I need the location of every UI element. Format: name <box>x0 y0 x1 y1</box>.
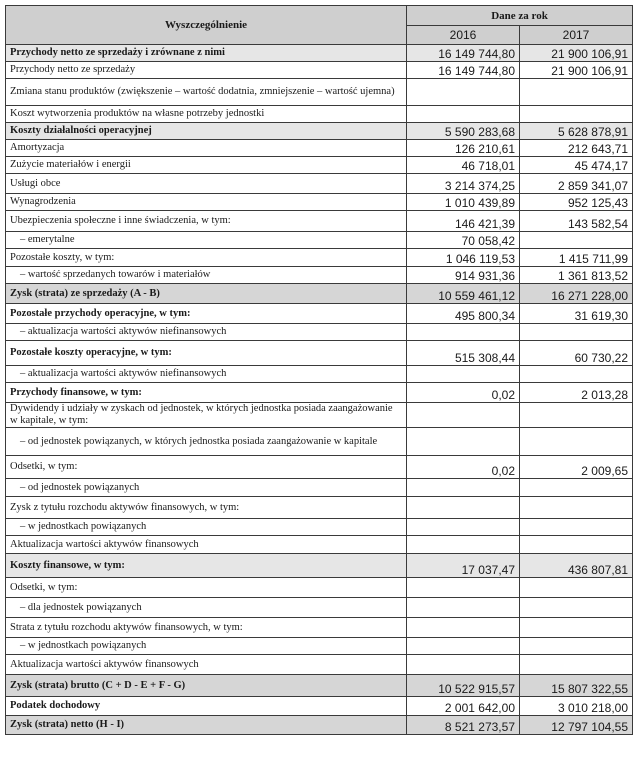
value-2017 <box>520 479 633 497</box>
row-label: Koszty finansowe, w tym: <box>6 554 407 578</box>
row-label: – wartość sprzedanych towarów i materiałów <box>6 267 407 284</box>
row-label: – emerytalne <box>6 232 407 249</box>
table-row <box>6 536 633 554</box>
value-2017: 60 730,22 <box>520 341 633 366</box>
table-row <box>6 123 633 140</box>
value-2017: 3 010 218,00 <box>520 697 633 716</box>
value-2017: 21 900 106,91 <box>520 45 633 62</box>
table-row <box>6 479 633 497</box>
table-row <box>6 655 633 675</box>
value-2017 <box>520 232 633 249</box>
financial-statement <box>5 5 632 735</box>
row-label: Aktualizacja wartości aktywów finansowych <box>6 655 407 675</box>
row-label: – od jednostek powiązanych <box>6 479 407 497</box>
table-row <box>6 497 633 519</box>
table-row <box>6 383 633 403</box>
value-2017 <box>520 79 633 106</box>
value-2016: 495 800,34 <box>407 304 520 324</box>
value-2017 <box>520 519 633 536</box>
table-row <box>6 194 633 211</box>
table-body <box>6 45 633 735</box>
row-label: – aktualizacja wartości aktywów niefinansowych <box>6 324 407 341</box>
value-2016 <box>407 403 520 428</box>
value-2016: 0,02 <box>407 383 520 403</box>
table-row <box>6 211 633 232</box>
column-header-label: Wyszczególnienie <box>6 6 407 45</box>
value-2016 <box>407 519 520 536</box>
table-row <box>6 716 633 735</box>
value-2016: 8 521 273,57 <box>407 716 520 735</box>
value-2016 <box>407 536 520 554</box>
value-2016 <box>407 428 520 456</box>
row-label: Koszt wytworzenia produktów na własne potrzeby jednostki <box>6 106 407 123</box>
row-label: Zysk z tytułu rozchodu aktywów finansowych, w tym: <box>6 497 407 519</box>
value-2016: 10 522 915,57 <box>407 675 520 697</box>
value-2016 <box>407 106 520 123</box>
value-2016: 146 421,39 <box>407 211 520 232</box>
value-2016: 3 214 374,25 <box>407 174 520 194</box>
table-row <box>6 249 633 267</box>
table-row <box>6 106 633 123</box>
value-2017: 436 807,81 <box>520 554 633 578</box>
value-2017 <box>520 578 633 598</box>
table-row <box>6 62 633 79</box>
value-2017 <box>520 497 633 519</box>
row-label: Amortyzacja <box>6 140 407 157</box>
value-2017 <box>520 536 633 554</box>
value-2017 <box>520 324 633 341</box>
row-label: Wynagrodzenia <box>6 194 407 211</box>
table-row <box>6 341 633 366</box>
row-label: Pozostałe przychody operacyjne, w tym: <box>6 304 407 324</box>
value-2016 <box>407 618 520 638</box>
value-2016: 2 001 642,00 <box>407 697 520 716</box>
table-row <box>6 618 633 638</box>
value-2017 <box>520 428 633 456</box>
row-label: Zmiana stanu produktów (zwiększenie – wartość dodatnia, zmniejszenie – wartość ujemna) <box>6 79 407 106</box>
value-2017: 2 859 341,07 <box>520 174 633 194</box>
value-2016: 70 058,42 <box>407 232 520 249</box>
value-2017: 16 271 228,00 <box>520 284 633 304</box>
row-label: Ubezpieczenia społeczne i inne świadczenia, w tym: <box>6 211 407 232</box>
row-label: Pozostałe koszty operacyjne, w tym: <box>6 341 407 366</box>
value-2016: 914 931,36 <box>407 267 520 284</box>
value-2017: 1 361 813,52 <box>520 267 633 284</box>
row-label: Zysk (strata) brutto (C + D - E + F - G) <box>6 675 407 697</box>
value-2016: 16 149 744,80 <box>407 45 520 62</box>
row-label: – aktualizacja wartości aktywów niefinansowych <box>6 366 407 383</box>
value-2016: 17 037,47 <box>407 554 520 578</box>
table-row <box>6 284 633 304</box>
row-label: Zysk (strata) netto (H - I) <box>6 716 407 735</box>
value-2017: 2 013,28 <box>520 383 633 403</box>
row-label: Koszty działalności operacyjnej <box>6 123 407 140</box>
row-label: – od jednostek powiązanych, w których jednostka posiada zaangażowanie w kapitale <box>6 428 407 456</box>
table-row <box>6 366 633 383</box>
row-label: Odsetki, w tym: <box>6 456 407 479</box>
value-2016: 1 046 119,53 <box>407 249 520 267</box>
value-2016: 46 718,01 <box>407 157 520 174</box>
value-2017: 212 643,71 <box>520 140 633 157</box>
value-2016 <box>407 655 520 675</box>
table-row <box>6 456 633 479</box>
value-2016 <box>407 638 520 655</box>
table-row <box>6 578 633 598</box>
table-row <box>6 638 633 655</box>
value-2016: 1 010 439,89 <box>407 194 520 211</box>
value-2017: 2 009,65 <box>520 456 633 479</box>
value-2017: 45 474,17 <box>520 157 633 174</box>
table-row <box>6 675 633 697</box>
table-row <box>6 598 633 618</box>
value-2016 <box>407 79 520 106</box>
income-table <box>5 5 633 735</box>
row-label: Przychody netto ze sprzedaży i zrównane z nimi <box>6 45 407 62</box>
table-row <box>6 174 633 194</box>
value-2016: 16 149 744,80 <box>407 62 520 79</box>
value-2017: 5 628 878,91 <box>520 123 633 140</box>
column-group-header: Dane za rok <box>407 6 633 26</box>
table-row <box>6 267 633 284</box>
table-row <box>6 140 633 157</box>
value-2017 <box>520 655 633 675</box>
year-header-2016: 2016 <box>407 26 520 45</box>
value-2017: 21 900 106,91 <box>520 62 633 79</box>
table-row <box>6 428 633 456</box>
row-label: – w jednostkach powiązanych <box>6 519 407 536</box>
table-row <box>6 324 633 341</box>
table-row <box>6 403 633 428</box>
row-label: Podatek dochodowy <box>6 697 407 716</box>
value-2016 <box>407 578 520 598</box>
table-row <box>6 45 633 62</box>
value-2016 <box>407 479 520 497</box>
year-header-2017: 2017 <box>520 26 633 45</box>
value-2016 <box>407 598 520 618</box>
row-label: Strata z tytułu rozchodu aktywów finansowych, w tym: <box>6 618 407 638</box>
value-2016 <box>407 497 520 519</box>
value-2017: 952 125,43 <box>520 194 633 211</box>
row-label: – dla jednostek powiązanych <box>6 598 407 618</box>
row-label: Przychody finansowe, w tym: <box>6 383 407 403</box>
value-2017: 31 619,30 <box>520 304 633 324</box>
table-row <box>6 519 633 536</box>
row-label: Pozostałe koszty, w tym: <box>6 249 407 267</box>
value-2016: 10 559 461,12 <box>407 284 520 304</box>
value-2016 <box>407 324 520 341</box>
table-row <box>6 232 633 249</box>
value-2017: 1 415 711,99 <box>520 249 633 267</box>
row-label: Odsetki, w tym: <box>6 578 407 598</box>
table-row <box>6 157 633 174</box>
value-2017 <box>520 638 633 655</box>
row-label: Przychody netto ze sprzedaży <box>6 62 407 79</box>
row-label: Aktualizacja wartości aktywów finansowych <box>6 536 407 554</box>
value-2017 <box>520 366 633 383</box>
table-row <box>6 554 633 578</box>
row-label: Dywidendy i udziały w zyskach od jednostek, w których jednostka posiada zaangażowanie w kapitale, w tym: <box>6 403 407 428</box>
value-2017 <box>520 403 633 428</box>
row-label: Zużycie materiałów i energii <box>6 157 407 174</box>
value-2017 <box>520 106 633 123</box>
value-2016 <box>407 366 520 383</box>
value-2016: 515 308,44 <box>407 341 520 366</box>
value-2017: 143 582,54 <box>520 211 633 232</box>
value-2017 <box>520 598 633 618</box>
value-2017 <box>520 618 633 638</box>
value-2016: 5 590 283,68 <box>407 123 520 140</box>
table-row <box>6 304 633 324</box>
table-row <box>6 79 633 106</box>
value-2017: 12 797 104,55 <box>520 716 633 735</box>
value-2016: 126 210,61 <box>407 140 520 157</box>
value-2017: 15 807 322,55 <box>520 675 633 697</box>
table-row <box>6 697 633 716</box>
row-label: Zysk (strata) ze sprzedaży (A - B) <box>6 284 407 304</box>
row-label: – w jednostkach powiązanych <box>6 638 407 655</box>
value-2016: 0,02 <box>407 456 520 479</box>
row-label: Usługi obce <box>6 174 407 194</box>
